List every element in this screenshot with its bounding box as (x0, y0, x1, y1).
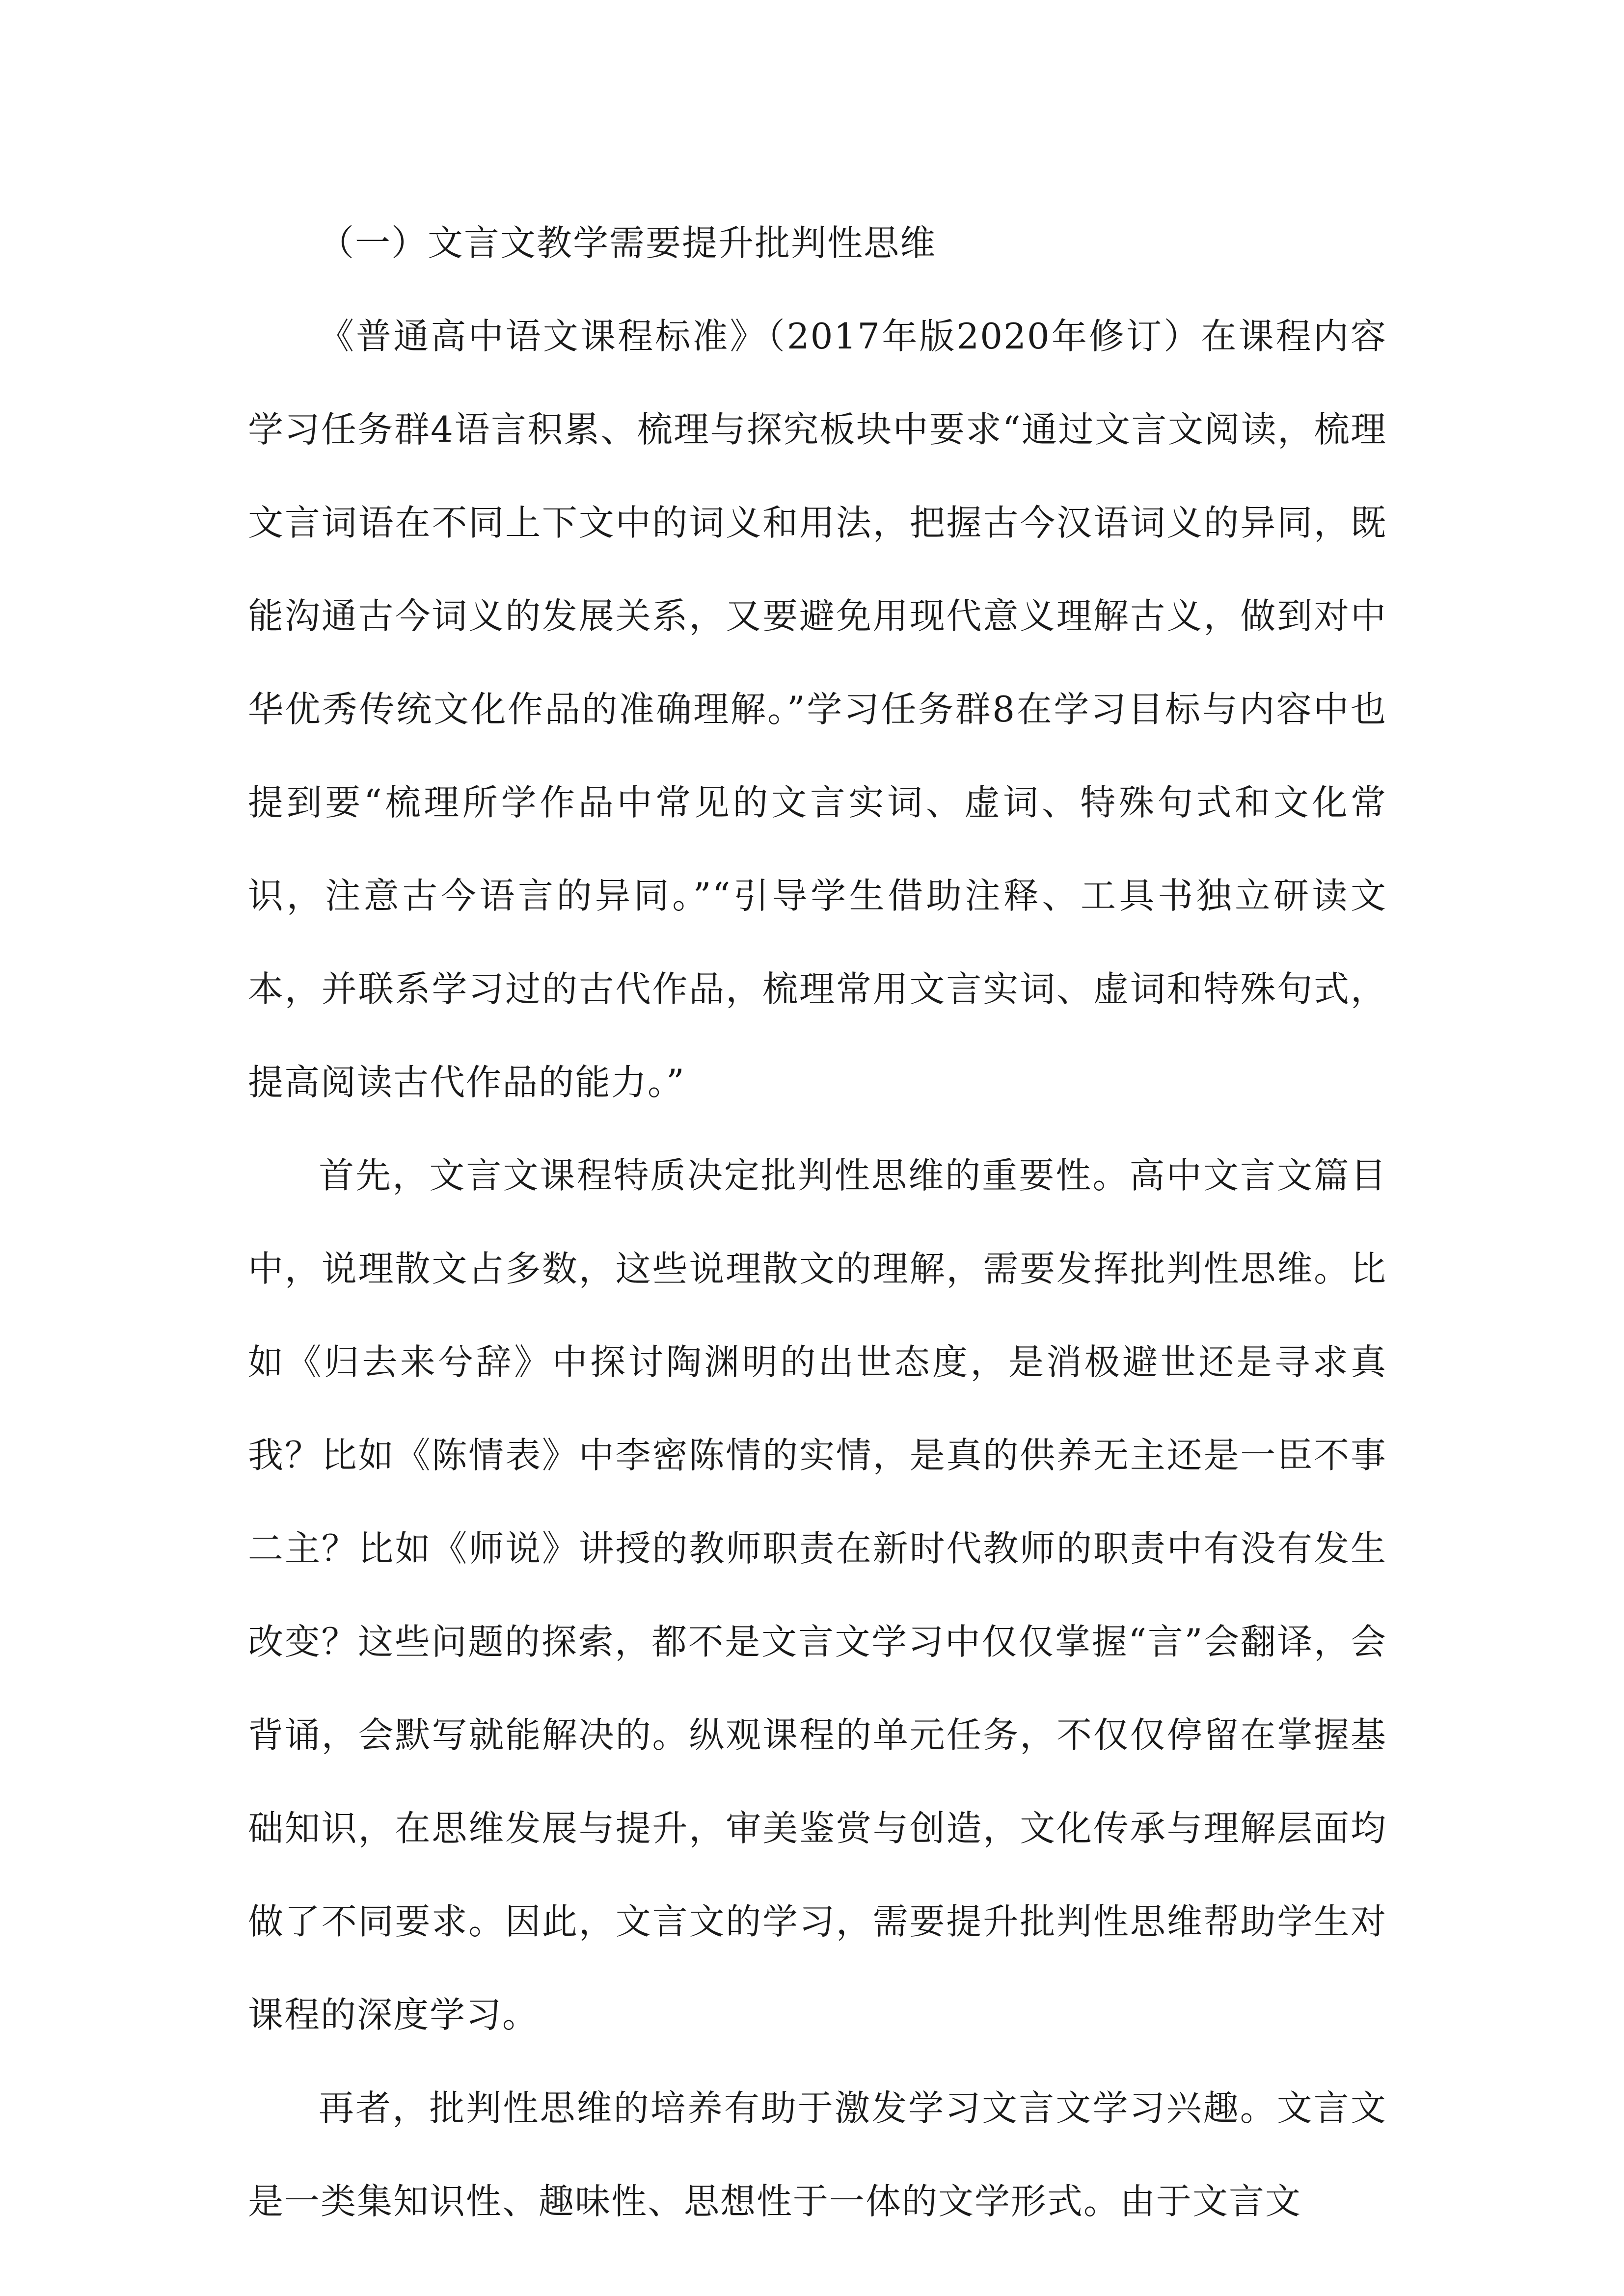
paragraph-second-point: 再者，批判性思维的培养有助于激发学习文言文学习兴趣。文言文是一类集知识性、趣味性、思想性于一体的文学形式。由于文言文 (248, 2087, 1387, 2222)
paragraph-first-point: 首先，文言文课程特质决定批判性思维的重要性。高中文言文篇目中，说理散文占多数，这些说理散文的理解，需要发挥批判性思维。比如《归去来兮辞》中探讨陶渊明的出世态度，是消极避世还是寻求真我？比如《陈情表》中李密陈情的实情，是真的供养无主还是一臣不事二主？比如《师说》讲授的教师职责在新时代教师的职责中有没有发生改变？这些问题的探索，都不是文言文学习中仅仅掌握“言”会翻译，会背诵，会默写就能解决的。纵观课程的单元任务，不仅仅停留在掌握基础知识，在思维发展与提升，审美鉴赏与创造，文化传承与理解层面均做了不同要求。因此，文言文的学习，需要提升批判性思维帮助学生对课程的深度学习。 (248, 1155, 1387, 2035)
paragraph-curriculum-standard: 《普通高中语文课程标准》（2017年版2020年修订）在课程内容学习任务群4语言积累、梳理与探究板块中要求“通过文言文阅读，梳理文言词语在不同上下文中的词义和用法，把握古今汉语词义的异同，既能沟通古今词义的发展关系，又要避免用现代意义理解古义，做到对中华优秀传统文化作品的准确理解。”学习任务群8在学习目标与内容中也提到要“梳理所学作品中常见的文言实词、虚词、特殊句式和文化常识，注意古今语言的异同。”“引导学生借助注释、工具书独立研读文本，并联系学习过的古代作品，梳理常用文言实词、虚词和特殊句式，提高阅读古代作品的能力。” (248, 316, 1387, 1103)
document-body (248, 196, 1387, 2248)
section-heading: （一）文言文教学需要提升批判性思维 (319, 222, 937, 264)
